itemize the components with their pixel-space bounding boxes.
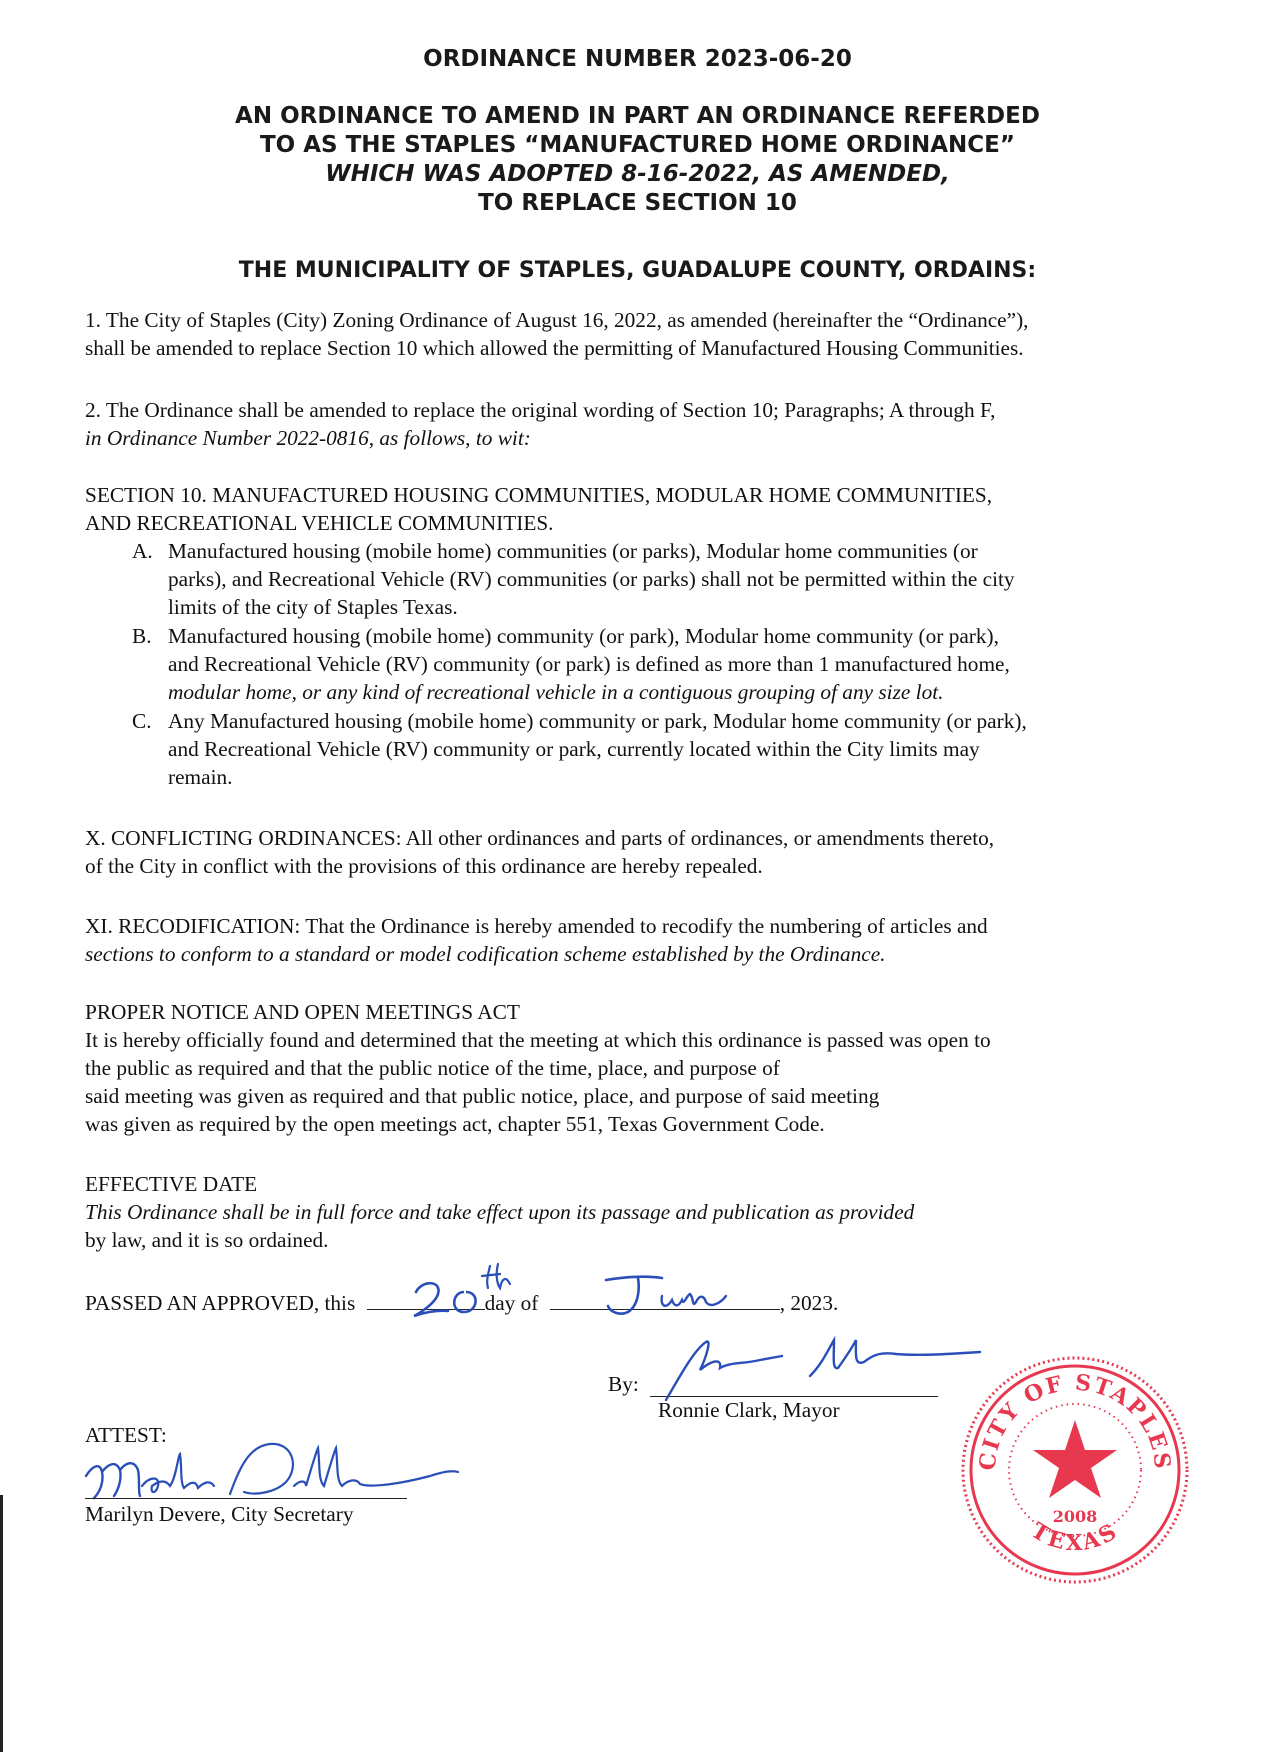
paragraph-2	[85, 396, 1163, 452]
paragraph-line: of the City in conflict with the provisions of this ordinance are hereby repealed.	[85, 854, 763, 878]
item-line: and Recreational Vehicle (RV) community or park, currently located within the City limits may	[168, 737, 980, 761]
ordains-heading: THE MUNICIPALITY OF STAPLES, GUADALUPE COUNTY, ORDAINS:	[238, 258, 1037, 283]
paragraph-1	[85, 306, 1163, 362]
title-line: AN ORDINANCE TO AMEND IN PART AN ORDINANCE REFERDED	[235, 103, 1040, 129]
paragraph-line: This Ordinance shall be in full force and take effect upon its passage and publication as provided	[85, 1200, 915, 1224]
title-line: TO REPLACE SECTION 10	[478, 190, 797, 216]
seal-top-text: CITY OF STAPLES	[974, 1369, 1176, 1472]
open-meetings-section	[85, 998, 1163, 1138]
scan-edge-mark	[0, 1495, 3, 1752]
item-line: remain.	[168, 765, 233, 789]
item-line: Manufactured housing (mobile home) communities (or parks), Modular home communities (or	[168, 539, 978, 563]
city-seal-stamp	[955, 1350, 1195, 1590]
section-heading-line: SECTION 10. MANUFACTURED HOUSING COMMUNITIES, MODULAR HOME COMMUNITIES,	[85, 483, 993, 507]
item-line: limits of the city of Staples Texas.	[168, 595, 458, 619]
year-label: , 2023.	[779, 1291, 839, 1315]
mayor-signature	[660, 1336, 990, 1411]
paragraph-line: 2. The Ordinance shall be amended to replace the original wording of Section 10; Paragraphs; A through F,	[85, 398, 996, 422]
recodification	[85, 912, 1163, 968]
attest-label: ATTEST:	[85, 1423, 167, 1447]
secretary-signature-line	[85, 1498, 407, 1499]
title-line: TO AS THE STAPLES “MANUFACTURED HOME ORDINANCE”	[259, 132, 1016, 158]
paragraph-line: X. CONFLICTING ORDINANCES: All other ordinances and parts of ordinances, or amendments thereto,	[85, 826, 995, 850]
paragraph-line: said meeting was given as required and that public notice, place, and purpose of said meeting	[85, 1084, 880, 1108]
section-heading: PROPER NOTICE AND OPEN MEETINGS ACT	[85, 1000, 520, 1024]
paragraph-line: 1. The City of Staples (City) Zoning Ordinance of August 16, 2022, as amended (hereinafter the “Ordinance”),	[85, 308, 1029, 332]
item-label: B.	[132, 624, 152, 648]
paragraph-line: shall be amended to replace Section 10 which allowed the permitting of Manufactured Housing Communities.	[85, 336, 1024, 360]
paragraph-line: XI. RECODIFICATION: That the Ordinance is hereby amended to recodify the numbering of articles and	[85, 914, 988, 938]
secretary-name: Marilyn Devere, City Secretary	[85, 1502, 354, 1526]
conflicting-ordinances	[85, 824, 1163, 880]
paragraph-line: in Ordinance Number 2022-0816, as follows, to wit:	[85, 426, 531, 450]
section-heading: EFFECTIVE DATE	[85, 1172, 258, 1196]
title-line: WHICH WAS ADOPTED 8-16-2022, AS AMENDED,	[325, 161, 950, 187]
ordinance-title	[0, 102, 1275, 218]
by-label: By:	[608, 1372, 639, 1396]
handwritten-month-text: June	[600, 1270, 602, 1271]
handwritten-day-text: 20th	[408, 1262, 410, 1263]
handwritten-day-svg	[408, 1262, 518, 1318]
item-label: A.	[132, 539, 153, 563]
item-line: modular home, or any kind of recreational vehicle in a contiguous grouping of any size lot.	[168, 680, 944, 704]
item-label: C.	[132, 709, 152, 733]
effective-date-section	[85, 1170, 1163, 1254]
section-10-heading	[85, 481, 1163, 537]
day-of-label: day of	[484, 1291, 539, 1315]
passed-prefix: PASSED AN APPROVED, this	[85, 1291, 356, 1315]
seal-bottom-text: TEXAS	[1026, 1517, 1124, 1557]
seal-year: 2008	[1052, 1507, 1098, 1526]
section-heading-line: AND RECREATIONAL VEHICLE COMMUNITIES.	[85, 511, 554, 535]
item-line: and Recreational Vehicle (RV) community (or park) is defined as more than 1 manufactured home,	[168, 652, 1010, 676]
handwritten-day	[408, 1262, 518, 1323]
item-line: Any Manufactured housing (mobile home) community or park, Modular home community (or park),	[168, 709, 1027, 733]
seal-star-icon	[1033, 1420, 1117, 1498]
ordinance-number: ORDINANCE NUMBER 2023-06-20	[423, 46, 852, 72]
paragraph-line: the public as required and that the public notice of the time, place, and purpose of	[85, 1056, 780, 1080]
mayor-signature-svg	[660, 1336, 990, 1406]
item-line: Manufactured housing (mobile home) community (or park), Modular home community (or park),	[168, 624, 999, 648]
paragraph-line: by law, and it is so ordained.	[85, 1228, 329, 1252]
item-line: parks), and Recreational Vehicle (RV) communities (or parks) shall not be permitted within the city	[168, 567, 1015, 591]
paragraph-line: sections to conform to a standard or model codification scheme established by the Ordinance.	[85, 942, 886, 966]
paragraph-line: was given as required by the open meetings act, chapter 551, Texas Government Code.	[85, 1112, 825, 1136]
mayor-name: Ronnie Clark, Mayor	[658, 1398, 840, 1422]
handwritten-month	[600, 1270, 750, 1325]
city-seal-svg	[955, 1350, 1195, 1590]
paragraph-line: It is hereby officially found and determined that the meeting at which this ordinance is passed was open to	[85, 1028, 991, 1052]
handwritten-month-svg	[600, 1270, 750, 1320]
